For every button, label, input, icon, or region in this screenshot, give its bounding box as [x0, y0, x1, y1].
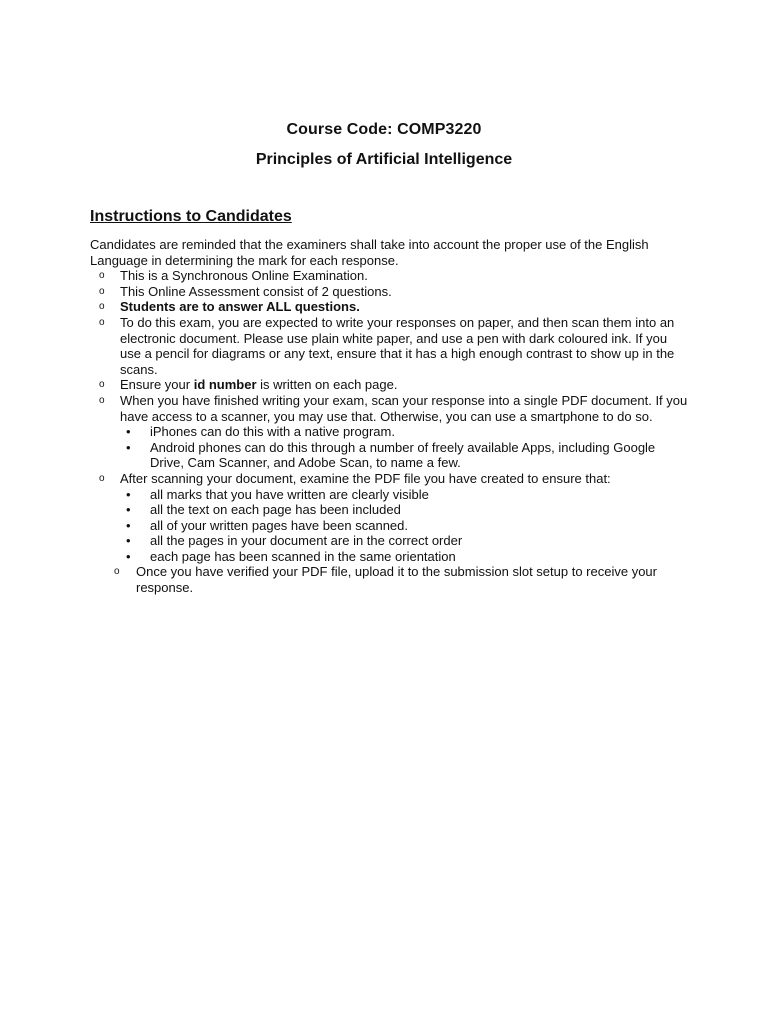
bullet-marker: • [126, 502, 131, 518]
instruction-text: After scanning your document, examine the PDF file you have created to ensure that: [120, 470, 611, 486]
list-marker: o [99, 472, 105, 484]
instruction-text: This Online Assessment consist of 2 questions. [120, 283, 392, 299]
sub-list-item [90, 533, 690, 549]
sub-list-container [90, 487, 690, 565]
sub-list-item [90, 549, 690, 565]
scanning-apps-list [90, 424, 690, 471]
list-marker: o [114, 566, 120, 578]
list-marker: o [99, 285, 105, 297]
bullet-marker: • [126, 517, 131, 533]
id-number-emphasis: id number [193, 377, 257, 393]
course-title: Principles of Artificial Intelligence [255, 151, 513, 168]
sub-list-item [90, 518, 690, 534]
instruction-text: To do this exam, you are expected to write your responses on paper, and then scan them into an electronic document. Please use plain white paper, and use a pen with dark coloured ink. If you use a pencil for diagrams or any text, ensure that it has a high enough contrast to show up in the scans. [120, 314, 675, 377]
sub-item-text: iPhones can do this with a native program. [150, 424, 395, 440]
bullet-marker: • [126, 548, 131, 564]
intro-paragraph: Candidates are reminded that the examiners shall take into account the proper use of the English Language in determining the mark for each response. [90, 237, 649, 268]
instruction-text-bold: Students are to answer ALL questions. [120, 299, 360, 315]
instruction-item [90, 471, 690, 487]
instruction-item [90, 268, 690, 284]
sub-item-text: Android phones can do this through a number of freely available Apps, including Google Drive, Cam Scanner, and Adobe Scan, to name a few. [150, 439, 656, 471]
pdf-checklist [90, 487, 690, 565]
sub-item-text: each page has been scanned in the same orientation [150, 548, 456, 564]
instruction-item [90, 284, 690, 300]
bullet-marker: • [126, 533, 131, 549]
course-code: Course Code: COMP3220 [286, 121, 482, 138]
instructions-body [90, 237, 690, 596]
list-marker: o [99, 379, 105, 391]
instruction-text: Ensure your [120, 377, 194, 393]
sub-list-item [90, 424, 690, 440]
bullet-marker: • [126, 486, 131, 502]
sub-list-container [90, 424, 690, 471]
instruction-text: This is a Synchronous Online Examination. [120, 268, 368, 284]
sub-list-item [90, 487, 690, 503]
list-marker: o [99, 316, 105, 328]
section-heading: Instructions to Candidates [90, 208, 292, 225]
instruction-text: is written on each page. [256, 377, 398, 393]
instruction-item [90, 377, 690, 393]
sub-item-text: all the text on each page has been included [150, 502, 401, 518]
sub-list-item [90, 502, 690, 518]
list-marker: o [99, 301, 105, 313]
sub-list-item [90, 440, 690, 471]
instruction-text: Once you have verified your PDF file, upload it to the submission slot setup to receive your response. [136, 564, 657, 596]
instruction-item [90, 299, 690, 315]
list-marker: o [99, 394, 105, 406]
instruction-list [90, 268, 690, 595]
instruction-text: When you have finished writing your exam, scan your response into a single PDF document. If you have access to a scanner, you may use that. Otherwise, you can use a smartphone to do so. [120, 392, 688, 424]
instruction-item [90, 315, 690, 377]
instruction-item [90, 393, 690, 424]
list-marker: o [99, 270, 105, 282]
sub-item-text: all marks that you have written are clearly visible [150, 486, 429, 502]
sub-item-text: all of your written pages have been scanned. [150, 517, 409, 533]
instruction-item [90, 564, 690, 595]
bullet-marker: • [126, 424, 131, 440]
sub-item-text: all the pages in your document are in the correct order [150, 533, 463, 549]
bullet-marker: • [126, 439, 131, 455]
